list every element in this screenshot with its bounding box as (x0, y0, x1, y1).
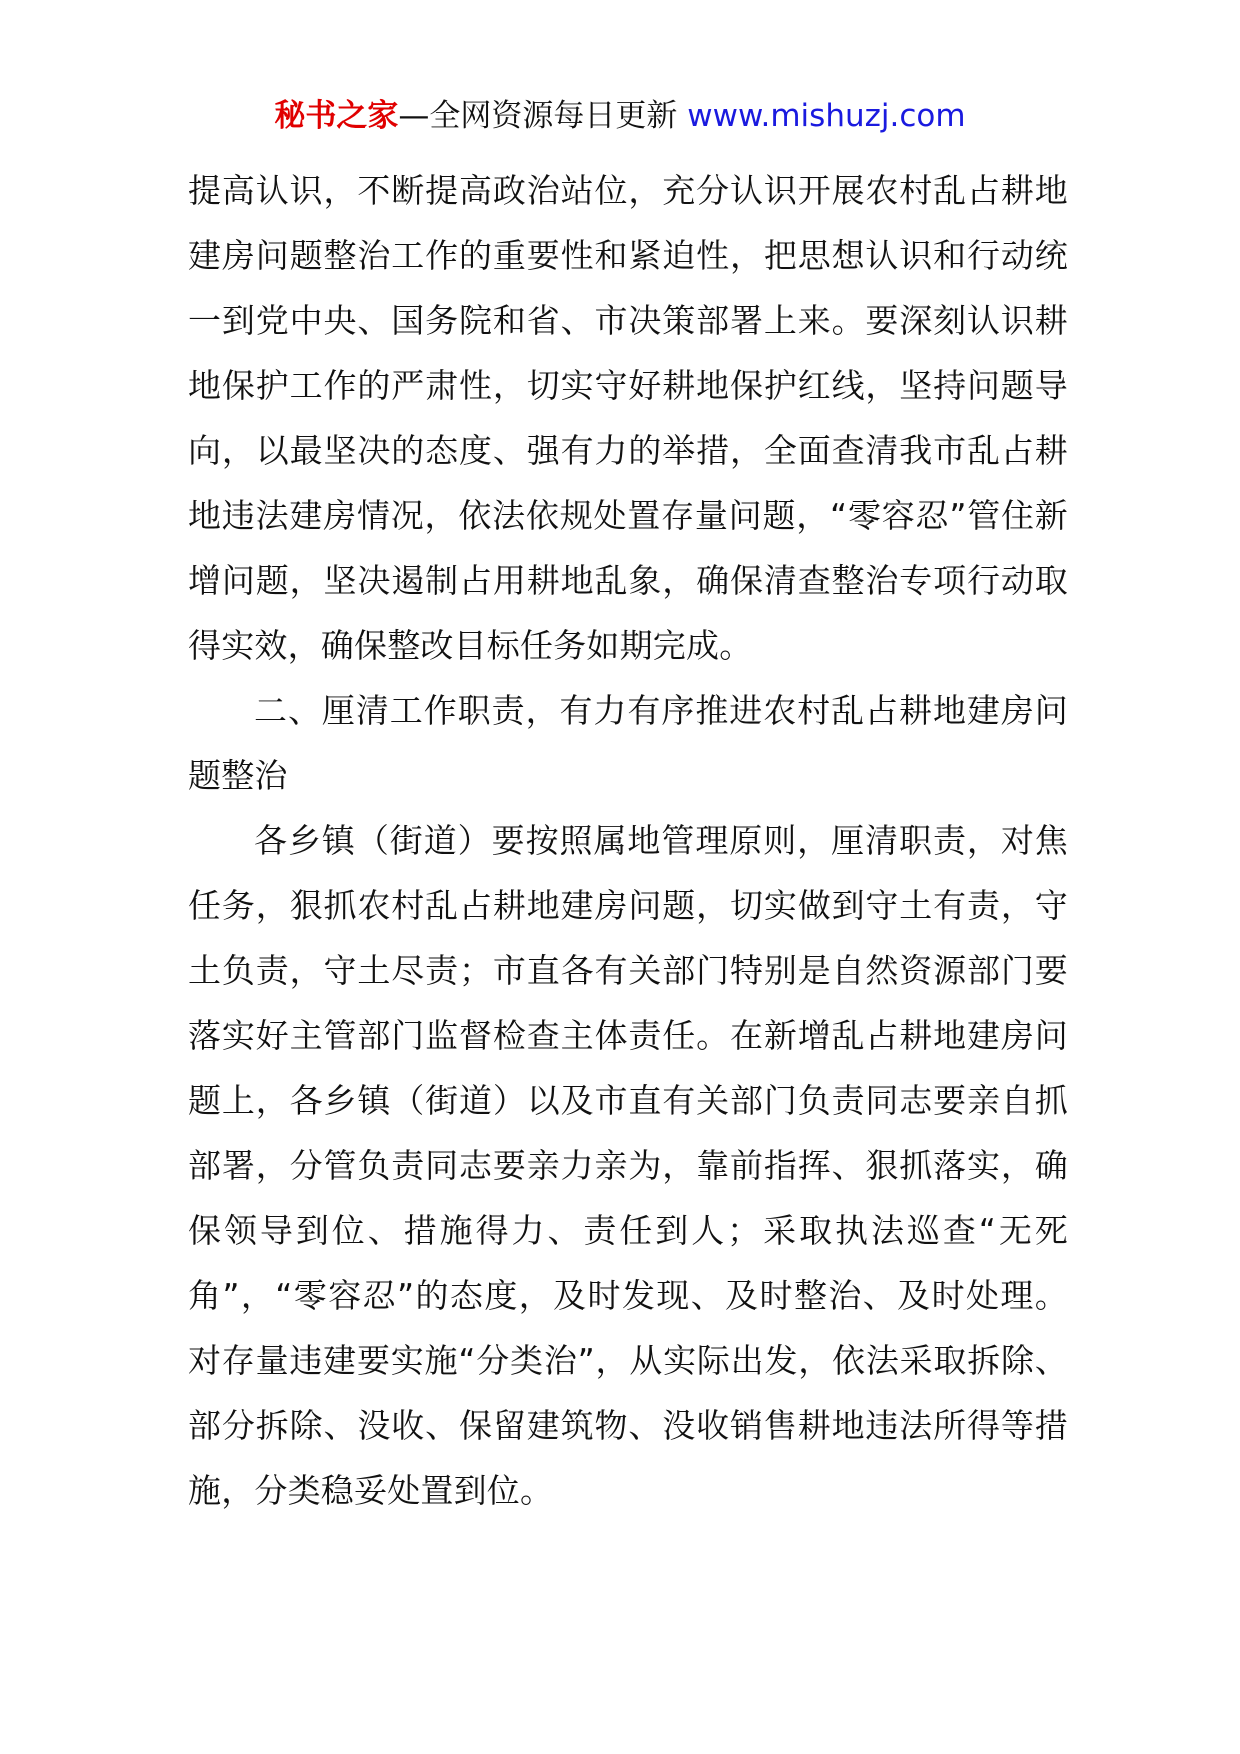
document-body (188, 158, 1068, 1523)
header-slogan: —全网资源每日更新 (398, 98, 688, 134)
body-paragraph-continuation: 提高认识，不断提高政治站位，充分认识开展农村乱占耕地建房问题整治工作的重要性和紧迫性，把思想认识和行动统一到党中央、国务院和省、市决策部署上来。要深刻认识耕地保护工作的严肃性，切实守好耕地保护红线，坚持问题导向，以最坚决的态度、强有力的举措，全面查清我市乱占耕地违法建房情况，依法依规处置存量问题，“零容忍”管住新增问题，坚决遏制占用耕地乱象，确保清查整治专项行动取得实效，确保整改目标任务如期完成。 (188, 171, 1068, 665)
section-heading: 二、厘清工作职责，有力有序推进农村乱占耕地建房问题整治 (188, 691, 1068, 795)
brand-name: 秘书之家 (274, 98, 399, 134)
site-url-link[interactable]: www.mishuzj.com (687, 98, 966, 134)
page-header (0, 96, 1240, 136)
body-paragraph: 各乡镇（街道）要按照属地管理原则，厘清职责，对焦任务，狠抓农村乱占耕地建房问题，切实做到守土有责，守土负责，守土尽责；市直各有关部门特别是自然资源部门要落实好主管部门监督检查主体责任。在新增乱占耕地建房问题上，各乡镇（街道）以及市直有关部门负责同志要亲自抓部署，分管负责同志要亲力亲为，靠前指挥、狠抓落实，确保领导到位、措施得力、责任到人；采取执法巡查“无死角”，“零容忍”的态度，及时发现、及时整治、及时处理。对存量违建要实施“分类治”，从实际出发，依法采取拆除、部分拆除、没收、保留建筑物、没收销售耕地违法所得等措施，分类稳妥处置到位。 (188, 821, 1068, 1510)
